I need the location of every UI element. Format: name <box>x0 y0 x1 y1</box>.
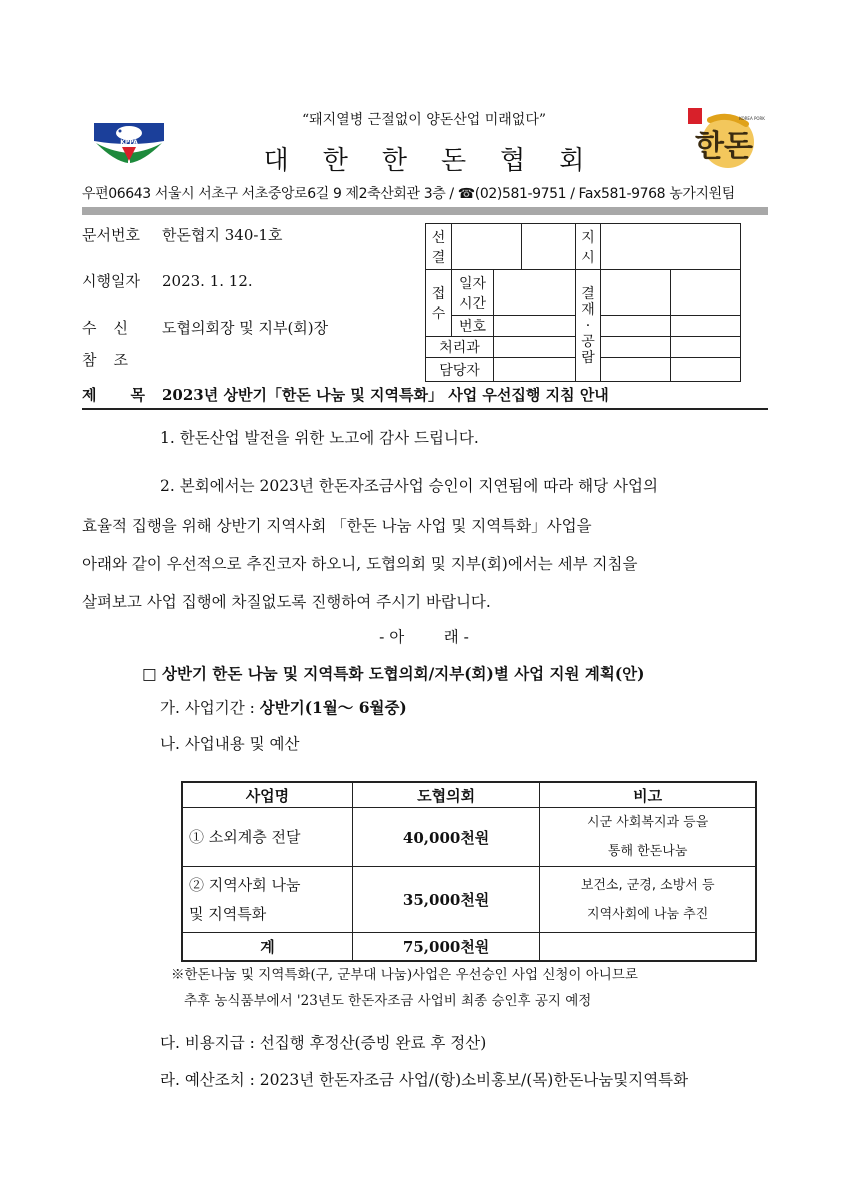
table-total-row <box>182 933 756 961</box>
blank-cell <box>671 358 741 382</box>
blank-cell <box>601 270 671 316</box>
cheorigwa-cell: 처리과 <box>426 337 494 358</box>
blank-cell <box>601 224 741 270</box>
item-ga: 가. 사업기간 : 상반기(1월～ 6월중) <box>160 698 407 717</box>
blank-cell <box>494 337 576 358</box>
total-note <box>540 933 756 961</box>
subject: 제목2023년 상반기「한돈 나눔 및 지역특화」 사업 우선집행 지침 안내 <box>82 386 609 404</box>
recipient: 수신 도협의회장 및 지부(회)장 <box>82 319 329 337</box>
svg-text:KPPA: KPPA <box>120 139 138 146</box>
handon-logo <box>684 104 766 170</box>
jeopsu-cell: 접 수 <box>426 270 452 337</box>
doc-number: 문서번호 한돈협지 340-1호 <box>82 226 283 244</box>
svg-text:KOREA PORK: KOREA PORK <box>739 116 765 121</box>
iljasigan-cell: 일자 시간 <box>452 270 494 316</box>
issue-date: 시행일자 2023. 1. 12. <box>82 272 253 290</box>
item-na: 나. 사업내용 및 예산 <box>160 735 300 753</box>
paragraph-2-line: 아래와 같이 우선적으로 추진코자 하오니, 도협의회 및 지부(회)에서는 세부 지침을 <box>82 555 638 573</box>
damdangja-cell: 담당자 <box>426 358 494 382</box>
footnote-line-1: ※한돈나눔 및 지역특화(구, 군부대 나눔)사업은 우선승인 사업 신청이 아니므로 <box>171 967 638 983</box>
seongyeol-cell: 선 결 <box>426 224 452 270</box>
table-header: 비고 <box>540 782 756 808</box>
slogan: “돼지열병 근절없이 양돈산업 미래없다” <box>301 112 547 128</box>
item-ra: 라. 예산조치 : 2023년 한돈자조금 사업/(항)소비홍보/(목)한돈나눔및지역특화 <box>160 1071 689 1089</box>
address-line: 우편06643 서울시 서초구 서초중앙로6길 9 제2축산회관 3층 / ☎(02)581-9751 / Fax581-9768 농가지원팀 <box>82 186 735 202</box>
total-label: 계 <box>182 933 352 961</box>
blank-cell <box>671 316 741 337</box>
paragraph-2-line: 효율적 집행을 위해 상반기 지역사회 「한돈 나눔 사업 및 지역특화」사업을 <box>82 517 592 535</box>
row-note: 보건소, 군경, 소방서 등 지역사회에 나눔 추진 <box>540 867 756 933</box>
organization-name: 대한한돈협회 <box>263 146 619 176</box>
blank-cell <box>494 316 576 337</box>
blank-cell <box>601 316 671 337</box>
row-amount: 40,000천원 <box>352 808 539 867</box>
blank-cell <box>494 270 576 316</box>
subject-underline <box>82 408 768 410</box>
header-divider <box>82 207 768 215</box>
reference: 참조 <box>82 351 145 369</box>
paragraph-2-line: 2. 본회에서는 2023년 한돈자조금사업 승인이 지연됨에 따라 해당 사업의 <box>160 477 658 495</box>
blank-cell <box>494 358 576 382</box>
row-note: 시군 사회복지과 등을 통해 한돈나눔 <box>540 808 756 867</box>
blank-cell <box>671 337 741 358</box>
table-row <box>182 808 756 867</box>
svg-text:한돈: 한돈 <box>695 129 753 164</box>
paragraph-2-line: 살펴보고 사업 집행에 차질없도록 진행하여 주시기 바랍니다. <box>82 593 491 611</box>
budget-table <box>181 781 757 962</box>
paragraph-1: 1. 한돈산업 발전을 위한 노고에 감사 드립니다. <box>160 429 479 447</box>
table-header: 도협의회 <box>352 782 539 808</box>
section-title: □ 상반기 한돈 나눔 및 지역특화 도협의회/지부(회)별 사업 지원 계획(안) <box>142 664 645 683</box>
row-amount: 35,000천원 <box>352 867 539 933</box>
approval-table <box>425 223 741 382</box>
total-amount: 75,000천원 <box>352 933 539 961</box>
row-name: ① 소외계층 전달 <box>182 808 352 867</box>
gyeoljae-cell: 결 재 · 공 람 <box>576 270 601 382</box>
blank-cell <box>671 270 741 316</box>
blank-cell <box>601 358 671 382</box>
blank-cell <box>522 224 576 270</box>
item-da: 다. 비용지급 : 선집행 후정산(증빙 완료 후 정산) <box>160 1034 487 1052</box>
beonho-cell: 번호 <box>452 316 494 337</box>
table-header: 사업명 <box>182 782 352 808</box>
jisi-cell: 지 시 <box>576 224 601 270</box>
blank-cell <box>452 224 522 270</box>
table-row <box>182 867 756 933</box>
footnote-line-2: 추후 농식품부에서 '23년도 한돈자조금 사업비 최종 승인후 공지 예정 <box>184 993 592 1009</box>
row-name: ② 지역사회 나눔 및 지역특화 <box>182 867 352 933</box>
below-heading: - 아 래 - <box>379 628 469 646</box>
blank-cell <box>601 337 671 358</box>
